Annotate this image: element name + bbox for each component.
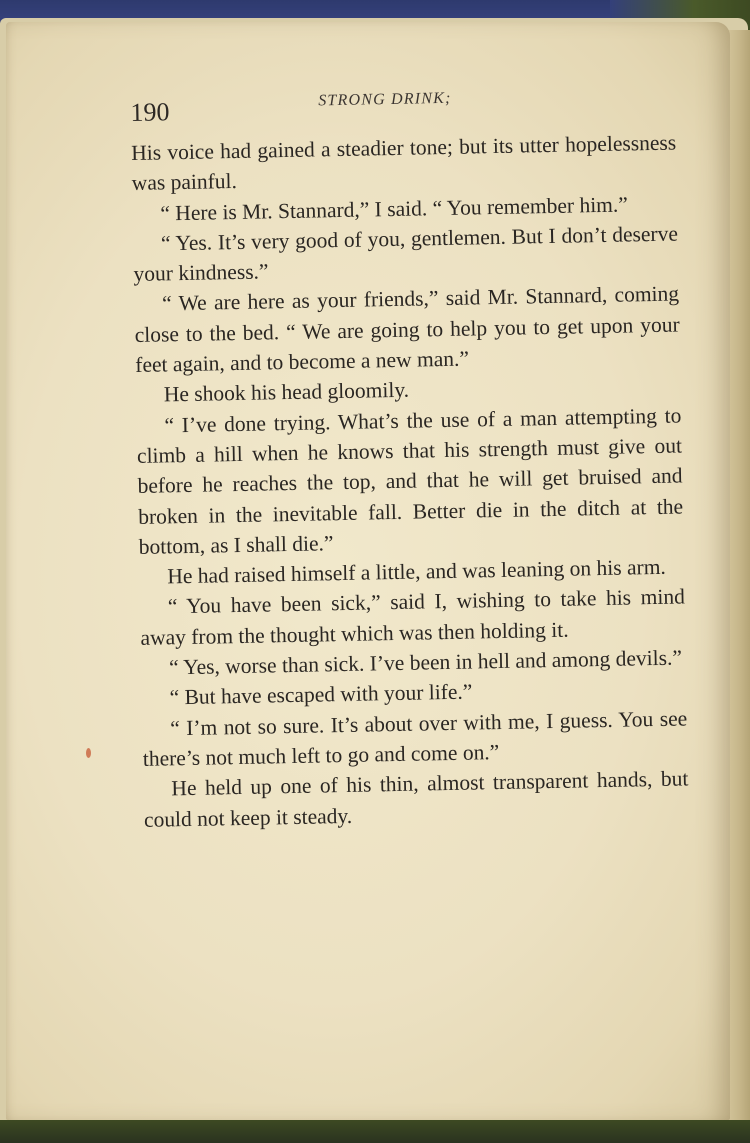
page-number: 190 <box>130 97 170 127</box>
paragraph: “ We are here as your friends,” said Mr. Stannard, coming close to the bed. “ We are going to help you to get upon your feet again, and to become a new man.” <box>134 281 680 378</box>
body-text <box>131 128 689 835</box>
paragraph: “ But have escaped with your life.” <box>169 679 473 710</box>
paragraph: He had raised himself a little, and was leaning on his arm. <box>167 554 667 589</box>
paragraph: He shook his head gloomily. <box>163 378 410 407</box>
paragraph: He held up one of his thin, almost transparent hands, but could not keep it steady. <box>143 766 689 832</box>
paragraph: “ I’m not so sure. It’s about over with me, I guess. You see there’s not much left to go and come on.” <box>142 706 688 771</box>
paragraph: “ I’ve done trying. What’s the use of a man attempting to climb a hill when he knows that his strength must give out before he reaches the top, and that he will get bruised and broken in the inevitable fall. Better die in the ditch at the bottom, as I shall die.” <box>136 403 684 559</box>
page-content <box>130 80 689 835</box>
book-bottom-edge <box>0 1120 750 1143</box>
running-title: STRONG DRINK; <box>318 89 452 110</box>
paragraph: “ Yes. It’s very good of you, gentlemen. But I don’t deserve your kindness.” <box>133 221 679 287</box>
paragraph: “ Here is Mr. Stannard,” I said. “ You remember him.” <box>160 192 629 226</box>
paragraph: “ Yes, worse than sick. I’ve been in hell and among devils.” <box>168 645 683 680</box>
paragraph: “ You have been sick,” said I, wishing to take his mind away from the thought which was then holding it. <box>140 584 686 650</box>
ink-stain <box>86 748 91 758</box>
paragraph: His voice had gained a steadier tone; but its utter hopelessness was painful. <box>130 130 677 196</box>
